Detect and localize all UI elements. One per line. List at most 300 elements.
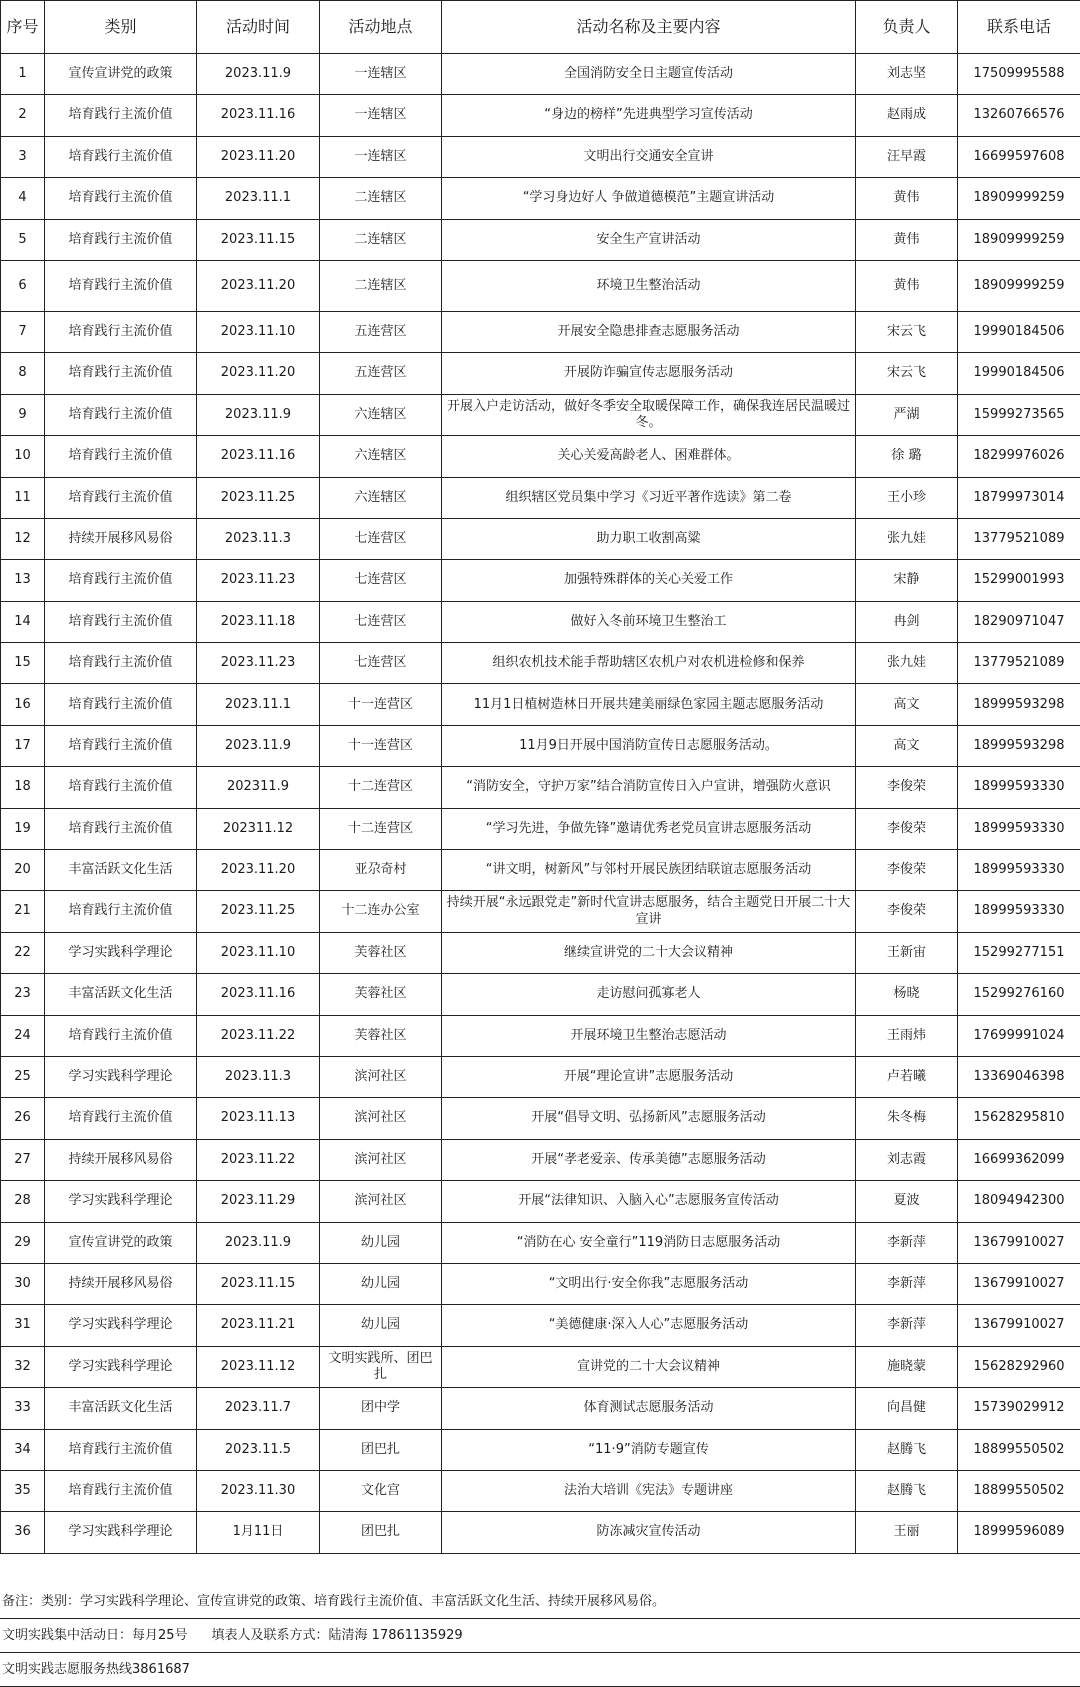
table-row (1, 767, 1080, 808)
table-row (1, 95, 1080, 136)
cell-phone: 18909999259 (958, 260, 1080, 311)
cell-index: 2 (1, 95, 45, 136)
cell-phone: 16699597608 (958, 136, 1080, 177)
cell-date: 2023.11.15 (197, 1263, 320, 1304)
cell-activity: 继续宣讲党的二十大会议精神 (442, 932, 856, 973)
cell-phone: 15999273565 (958, 394, 1080, 435)
table-row (1, 1015, 1080, 1056)
cell-category: 培育践行主流价值 (45, 808, 197, 849)
cell-location: 二连辖区 (320, 219, 442, 260)
cell-location: 团巴扎 (320, 1512, 442, 1553)
cell-index: 18 (1, 767, 45, 808)
cell-date: 202311.9 (197, 767, 320, 808)
cell-location: 十二连营区 (320, 767, 442, 808)
header-phone: 联系电话 (958, 1, 1080, 54)
cell-phone: 13679910027 (958, 1263, 1080, 1304)
cell-person: 宋云飞 (856, 353, 958, 394)
cell-date: 2023.11.23 (197, 643, 320, 684)
table-row (1, 1512, 1080, 1553)
cell-activity: 加强特殊群体的关心关爱工作 (442, 560, 856, 601)
cell-activity: 做好入冬前环境卫生整治工 (442, 601, 856, 642)
cell-date: 2023.11.16 (197, 95, 320, 136)
cell-category: 宣传宣讲党的政策 (45, 54, 197, 95)
cell-phone: 18899550502 (958, 1429, 1080, 1470)
cell-date: 2023.11.1 (197, 684, 320, 725)
cell-phone: 13779521089 (958, 643, 1080, 684)
cell-location: 文明实践所、团巴扎 (320, 1346, 442, 1387)
cell-index: 23 (1, 974, 45, 1015)
cell-index: 35 (1, 1470, 45, 1511)
cell-activity: 开展环境卫生整治志愿活动 (442, 1015, 856, 1056)
cell-index: 27 (1, 1139, 45, 1180)
cell-index: 20 (1, 850, 45, 891)
cell-person: 张九娃 (856, 518, 958, 559)
header-category: 类别 (45, 1, 197, 54)
cell-location: 六连辖区 (320, 436, 442, 477)
cell-category: 培育践行主流价值 (45, 219, 197, 260)
cell-activity: 文明出行交通安全宣讲 (442, 136, 856, 177)
cell-activity: “美德健康·深入人心”志愿服务活动 (442, 1305, 856, 1346)
cell-person: 王小珍 (856, 477, 958, 518)
cell-person: 刘志霞 (856, 1139, 958, 1180)
cell-phone: 18299976026 (958, 436, 1080, 477)
cell-index: 32 (1, 1346, 45, 1387)
notes-section (0, 1586, 1080, 1687)
cell-person: 刘志坚 (856, 54, 958, 95)
table-row (1, 436, 1080, 477)
cell-phone: 19990184506 (958, 353, 1080, 394)
cell-index: 24 (1, 1015, 45, 1056)
cell-location: 一连辖区 (320, 136, 442, 177)
cell-date: 2023.11.25 (197, 891, 320, 932)
cell-person: 高文 (856, 684, 958, 725)
cell-location: 六连辖区 (320, 394, 442, 435)
cell-person: 赵腾飞 (856, 1429, 958, 1470)
table-row (1, 850, 1080, 891)
cell-category: 培育践行主流价值 (45, 560, 197, 601)
cell-activity: 防冻减灾宣传活动 (442, 1512, 856, 1553)
cell-category: 培育践行主流价值 (45, 601, 197, 642)
cell-person: 黄伟 (856, 260, 958, 311)
cell-phone: 17699991024 (958, 1015, 1080, 1056)
cell-date: 2023.11.20 (197, 353, 320, 394)
cell-index: 7 (1, 311, 45, 352)
cell-category: 培育践行主流价值 (45, 1429, 197, 1470)
cell-activity: 组织农机技术能手帮助辖区农机户对农机进检修和保养 (442, 643, 856, 684)
cell-index: 14 (1, 601, 45, 642)
cell-activity: 开展入户走访活动，做好冬季安全取暖保障工作，确保我连居民温暖过冬。 (442, 394, 856, 435)
cell-person: 杨晓 (856, 974, 958, 1015)
cell-location: 十二连营区 (320, 808, 442, 849)
cell-date: 2023.11.3 (197, 518, 320, 559)
table-row (1, 974, 1080, 1015)
cell-category: 丰富活跃文化生活 (45, 974, 197, 1015)
cell-index: 8 (1, 353, 45, 394)
cell-person: 李俊荣 (856, 850, 958, 891)
cell-date: 2023.11.20 (197, 136, 320, 177)
cell-location: 七连营区 (320, 643, 442, 684)
cell-location: 团中学 (320, 1388, 442, 1429)
cell-date: 2023.11.21 (197, 1305, 320, 1346)
cell-date: 202311.12 (197, 808, 320, 849)
cell-category: 学习实践科学理论 (45, 1305, 197, 1346)
cell-index: 3 (1, 136, 45, 177)
cell-activity: “文明出行·安全你我”志愿服务活动 (442, 1263, 856, 1304)
cell-location: 一连辖区 (320, 54, 442, 95)
cell-person: 宋云飞 (856, 311, 958, 352)
cell-location: 十二连办公室 (320, 891, 442, 932)
cell-person: 李俊荣 (856, 808, 958, 849)
cell-category: 学习实践科学理论 (45, 1512, 197, 1553)
table-row (1, 136, 1080, 177)
cell-phone: 19990184506 (958, 311, 1080, 352)
cell-phone: 18999596089 (958, 1512, 1080, 1553)
cell-activity: 开展“倡导文明、弘扬新风”志愿服务活动 (442, 1098, 856, 1139)
cell-location: 七连营区 (320, 601, 442, 642)
cell-location: 二连辖区 (320, 260, 442, 311)
cell-index: 4 (1, 178, 45, 219)
table-row (1, 1305, 1080, 1346)
cell-date: 2023.11.23 (197, 560, 320, 601)
table-row (1, 932, 1080, 973)
cell-date: 2023.11.9 (197, 54, 320, 95)
cell-person: 徐 璐 (856, 436, 958, 477)
table-row (1, 54, 1080, 95)
cell-category: 培育践行主流价值 (45, 1098, 197, 1139)
cell-category: 培育践行主流价值 (45, 725, 197, 766)
cell-person: 李新萍 (856, 1222, 958, 1263)
cell-phone: 18290971047 (958, 601, 1080, 642)
cell-person: 王丽 (856, 1512, 958, 1553)
cell-date: 2023.11.20 (197, 850, 320, 891)
cell-phone: 18999593330 (958, 850, 1080, 891)
cell-index: 36 (1, 1512, 45, 1553)
cell-location: 团巴扎 (320, 1429, 442, 1470)
cell-activity: 开展“孝老爱亲、传承美德”志愿服务活动 (442, 1139, 856, 1180)
cell-activity: 组织辖区党员集中学习《习近平著作选读》第二卷 (442, 477, 856, 518)
cell-activity: “学习身边好人 争做道德模范”主题宣讲活动 (442, 178, 856, 219)
header-activity: 活动名称及主要内容 (442, 1, 856, 54)
cell-phone: 15628292960 (958, 1346, 1080, 1387)
cell-location: 滨河社区 (320, 1181, 442, 1222)
cell-activity: “学习先进，争做先锋”邀请优秀老党员宣讲志愿服务活动 (442, 808, 856, 849)
table-row (1, 1429, 1080, 1470)
cell-activity: 开展防诈骗宣传志愿服务活动 (442, 353, 856, 394)
cell-category: 培育践行主流价值 (45, 178, 197, 219)
cell-date: 2023.11.16 (197, 436, 320, 477)
table-row (1, 219, 1080, 260)
cell-location: 七连营区 (320, 560, 442, 601)
table-header-row (1, 1, 1080, 54)
cell-activity: 环境卫生整治活动 (442, 260, 856, 311)
cell-person: 王雨炜 (856, 1015, 958, 1056)
cell-phone: 18909999259 (958, 178, 1080, 219)
cell-category: 持续开展移风易俗 (45, 1263, 197, 1304)
table-row (1, 1346, 1080, 1387)
table-row (1, 725, 1080, 766)
cell-index: 30 (1, 1263, 45, 1304)
table-row (1, 518, 1080, 559)
cell-phone: 13779521089 (958, 518, 1080, 559)
cell-activity: 全国消防安全日主题宣传活动 (442, 54, 856, 95)
cell-location: 幼儿园 (320, 1263, 442, 1304)
cell-category: 培育践行主流价值 (45, 477, 197, 518)
cell-category: 持续开展移风易俗 (45, 518, 197, 559)
cell-date: 2023.11.10 (197, 311, 320, 352)
cell-date: 2023.11.10 (197, 932, 320, 973)
hotline: 文明实践志愿服务热线3861687 (0, 1653, 1080, 1687)
cell-category: 培育践行主流价值 (45, 436, 197, 477)
table-row (1, 477, 1080, 518)
cell-date: 2023.11.29 (197, 1181, 320, 1222)
cell-activity: “消防在心 安全童行”119消防日志愿服务活动 (442, 1222, 856, 1263)
cell-phone: 13369046398 (958, 1056, 1080, 1097)
cell-phone: 15299276160 (958, 974, 1080, 1015)
cell-index: 6 (1, 260, 45, 311)
cell-category: 培育践行主流价值 (45, 394, 197, 435)
header-date: 活动时间 (197, 1, 320, 54)
cell-person: 赵雨成 (856, 95, 958, 136)
cell-location: 滨河社区 (320, 1098, 442, 1139)
table-row (1, 891, 1080, 932)
cell-index: 9 (1, 394, 45, 435)
cell-location: 幼儿园 (320, 1305, 442, 1346)
cell-activity: 法治大培训《宪法》专题讲座 (442, 1470, 856, 1511)
table-row (1, 1388, 1080, 1429)
cell-date: 2023.11.3 (197, 1056, 320, 1097)
cell-person: 李新萍 (856, 1263, 958, 1304)
table-row (1, 1222, 1080, 1263)
cell-person: 高文 (856, 725, 958, 766)
table-row (1, 178, 1080, 219)
table-row (1, 353, 1080, 394)
cell-phone: 18899550502 (958, 1470, 1080, 1511)
table-row (1, 1470, 1080, 1511)
table-row (1, 1263, 1080, 1304)
table-row (1, 560, 1080, 601)
cell-index: 33 (1, 1388, 45, 1429)
cell-category: 培育践行主流价值 (45, 684, 197, 725)
cell-activity: 开展安全隐患排查志愿服务活动 (442, 311, 856, 352)
cell-date: 2023.11.12 (197, 1346, 320, 1387)
cell-person: 卢若曦 (856, 1056, 958, 1097)
cell-category: 培育践行主流价值 (45, 891, 197, 932)
activity-day-line (0, 1619, 1080, 1653)
cell-date: 2023.11.20 (197, 260, 320, 311)
cell-phone: 18094942300 (958, 1181, 1080, 1222)
cell-person: 冉剑 (856, 601, 958, 642)
cell-activity: 走访慰问孤寡老人 (442, 974, 856, 1015)
cell-location: 二连辖区 (320, 178, 442, 219)
cell-person: 向昌健 (856, 1388, 958, 1429)
cell-activity: 11月9日开展中国消防宣传日志愿服务活动。 (442, 725, 856, 766)
cell-person: 施晓蒙 (856, 1346, 958, 1387)
cell-date: 2023.11.15 (197, 219, 320, 260)
cell-date: 2023.11.1 (197, 178, 320, 219)
table-row (1, 394, 1080, 435)
cell-person: 王新宙 (856, 932, 958, 973)
cell-date: 2023.11.5 (197, 1429, 320, 1470)
cell-index: 29 (1, 1222, 45, 1263)
cell-phone: 18799973014 (958, 477, 1080, 518)
cell-activity: 宣讲党的二十大会议精神 (442, 1346, 856, 1387)
cell-phone: 18999593330 (958, 808, 1080, 849)
cell-date: 2023.11.18 (197, 601, 320, 642)
cell-activity: 安全生产宣讲活动 (442, 219, 856, 260)
cell-category: 学习实践科学理论 (45, 1056, 197, 1097)
cell-person: 宋静 (856, 560, 958, 601)
table-row (1, 1098, 1080, 1139)
table-row (1, 1139, 1080, 1180)
header-person: 负责人 (856, 1, 958, 54)
table-row (1, 1181, 1080, 1222)
header-index: 序号 (1, 1, 45, 54)
cell-location: 六连辖区 (320, 477, 442, 518)
cell-activity: “11·9”消防专题宣传 (442, 1429, 856, 1470)
cell-phone: 17509995588 (958, 54, 1080, 95)
cell-activity: 开展“理论宣讲”志愿服务活动 (442, 1056, 856, 1097)
cell-index: 17 (1, 725, 45, 766)
cell-location: 滨河社区 (320, 1056, 442, 1097)
cell-category: 丰富活跃文化生活 (45, 850, 197, 891)
cell-date: 1月11日 (197, 1512, 320, 1553)
cell-person: 张九娃 (856, 643, 958, 684)
table-body (1, 54, 1080, 1554)
cell-phone: 13679910027 (958, 1305, 1080, 1346)
cell-category: 培育践行主流价值 (45, 767, 197, 808)
cell-category: 培育践行主流价值 (45, 1015, 197, 1056)
table-row (1, 808, 1080, 849)
table-row (1, 643, 1080, 684)
cell-phone: 13260766576 (958, 95, 1080, 136)
cell-index: 5 (1, 219, 45, 260)
cell-phone: 18999593298 (958, 725, 1080, 766)
cell-activity: “消防安全，守护万家”结合消防宣传日入户宣讲，增强防火意识 (442, 767, 856, 808)
cell-person: 李俊荣 (856, 767, 958, 808)
cell-phone: 18909999259 (958, 219, 1080, 260)
cell-phone: 15739029912 (958, 1388, 1080, 1429)
cell-phone: 16699362099 (958, 1139, 1080, 1180)
cell-category: 培育践行主流价值 (45, 643, 197, 684)
cell-phone: 18999593330 (958, 891, 1080, 932)
cell-category: 持续开展移风易俗 (45, 1139, 197, 1180)
cell-person: 朱冬梅 (856, 1098, 958, 1139)
cell-index: 22 (1, 932, 45, 973)
cell-index: 1 (1, 54, 45, 95)
cell-person: 赵腾飞 (856, 1470, 958, 1511)
cell-phone: 18999593298 (958, 684, 1080, 725)
cell-category: 学习实践科学理论 (45, 932, 197, 973)
cell-phone: 15628295810 (958, 1098, 1080, 1139)
cell-activity: 关心关爱高龄老人、困难群体。 (442, 436, 856, 477)
cell-category: 培育践行主流价值 (45, 311, 197, 352)
cell-location: 亚尕奇村 (320, 850, 442, 891)
cell-index: 10 (1, 436, 45, 477)
cell-index: 26 (1, 1098, 45, 1139)
cell-date: 2023.11.22 (197, 1139, 320, 1180)
header-location: 活动地点 (320, 1, 442, 54)
cell-location: 十一连营区 (320, 684, 442, 725)
cell-person: 黄伟 (856, 219, 958, 260)
cell-location: 一连辖区 (320, 95, 442, 136)
table-row (1, 1056, 1080, 1097)
cell-date: 2023.11.16 (197, 974, 320, 1015)
cell-index: 19 (1, 808, 45, 849)
cell-person: 李俊荣 (856, 891, 958, 932)
cell-location: 十一连营区 (320, 725, 442, 766)
cell-location: 芙蓉社区 (320, 932, 442, 973)
cell-date: 2023.11.9 (197, 725, 320, 766)
cell-index: 13 (1, 560, 45, 601)
table-row (1, 684, 1080, 725)
cell-category: 丰富活跃文化生活 (45, 1388, 197, 1429)
cell-activity: 体育测试志愿服务活动 (442, 1388, 856, 1429)
cell-location: 滨河社区 (320, 1139, 442, 1180)
cell-category: 宣传宣讲党的政策 (45, 1222, 197, 1263)
cell-index: 28 (1, 1181, 45, 1222)
cell-category: 学习实践科学理论 (45, 1346, 197, 1387)
cell-date: 2023.11.9 (197, 1222, 320, 1263)
cell-phone: 13679910027 (958, 1222, 1080, 1263)
cell-index: 12 (1, 518, 45, 559)
cell-activity: 开展“法律知识、入脑入心”志愿服务宣传活动 (442, 1181, 856, 1222)
cell-category: 培育践行主流价值 (45, 353, 197, 394)
cell-category: 培育践行主流价值 (45, 95, 197, 136)
cell-category: 培育践行主流价值 (45, 260, 197, 311)
filler-contact: 填表人及联系方式：陆清海 17861135929 (212, 1628, 463, 1643)
cell-location: 芙蓉社区 (320, 1015, 442, 1056)
cell-index: 15 (1, 643, 45, 684)
cell-category: 培育践行主流价值 (45, 136, 197, 177)
cell-index: 21 (1, 891, 45, 932)
cell-index: 16 (1, 684, 45, 725)
cell-phone: 15299277151 (958, 932, 1080, 973)
table-row (1, 311, 1080, 352)
cell-date: 2023.11.30 (197, 1470, 320, 1511)
cell-date: 2023.11.7 (197, 1388, 320, 1429)
table-row (1, 601, 1080, 642)
cell-phone: 15299001993 (958, 560, 1080, 601)
cell-index: 25 (1, 1056, 45, 1097)
cell-location: 芙蓉社区 (320, 974, 442, 1015)
cell-person: 李新萍 (856, 1305, 958, 1346)
cell-category: 学习实践科学理论 (45, 1181, 197, 1222)
cell-location: 七连营区 (320, 518, 442, 559)
cell-location: 五连营区 (320, 353, 442, 394)
cell-index: 31 (1, 1305, 45, 1346)
cell-location: 五连营区 (320, 311, 442, 352)
category-remark: 备注：类别：学习实践科学理论、宣传宣讲党的政策、培育践行主流价值、丰富活跃文化生活、持续开展移风易俗。 (0, 1586, 1080, 1619)
cell-index: 34 (1, 1429, 45, 1470)
cell-date: 2023.11.9 (197, 394, 320, 435)
cell-location: 幼儿园 (320, 1222, 442, 1263)
cell-person: 严湖 (856, 394, 958, 435)
cell-person: 汪早霞 (856, 136, 958, 177)
cell-index: 11 (1, 477, 45, 518)
cell-person: 夏波 (856, 1181, 958, 1222)
cell-date: 2023.11.13 (197, 1098, 320, 1139)
table-row (1, 260, 1080, 311)
cell-activity: “讲文明，树新风”与邻村开展民族团结联谊志愿服务活动 (442, 850, 856, 891)
cell-phone: 18999593330 (958, 767, 1080, 808)
cell-location: 文化宫 (320, 1470, 442, 1511)
cell-category: 培育践行主流价值 (45, 1470, 197, 1511)
cell-activity: “身边的榜样”先进典型学习宣传活动 (442, 95, 856, 136)
cell-activity: 11月1日植树造林日开展共建美丽绿色家园主题志愿服务活动 (442, 684, 856, 725)
cell-date: 2023.11.22 (197, 1015, 320, 1056)
cell-activity: 助力职工收割高粱 (442, 518, 856, 559)
cell-person: 黄伟 (856, 178, 958, 219)
